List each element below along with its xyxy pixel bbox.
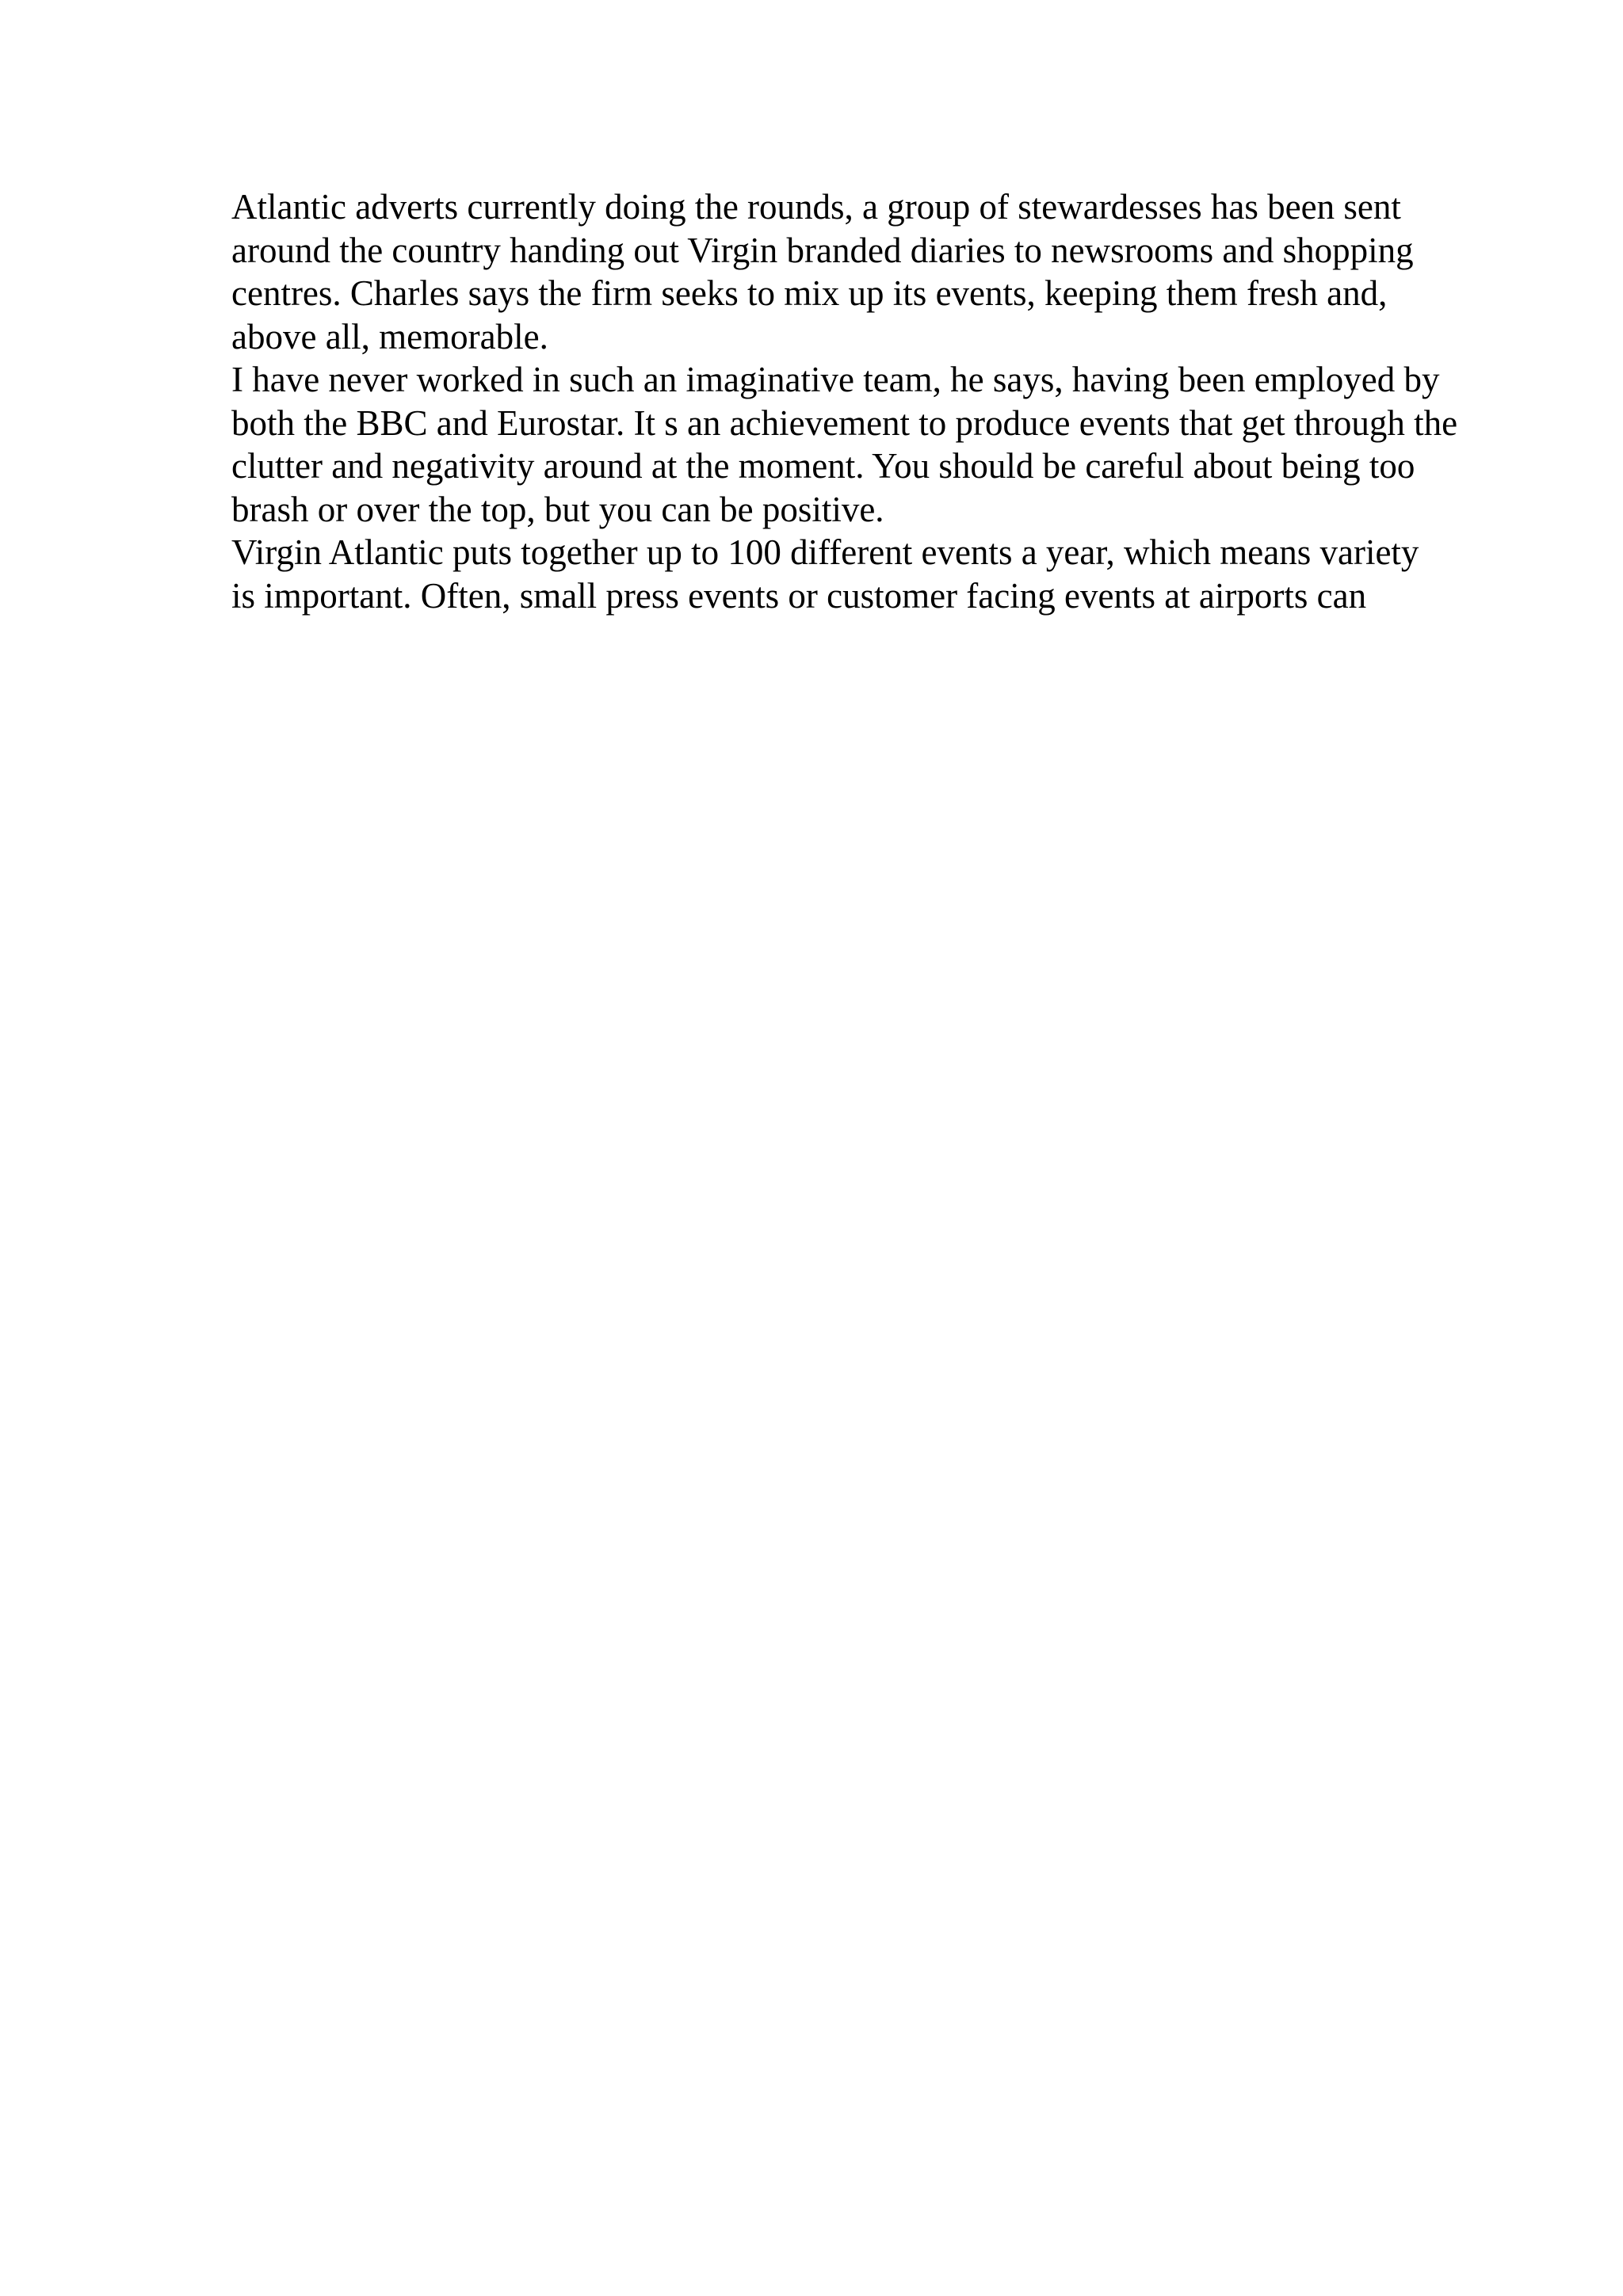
- text-line: both the BBC and Eurostar. It s an achievement to produce events that get through the: [231, 402, 1458, 443]
- text-line: Atlantic adverts currently doing the rounds, a group of stewardesses has been sent: [231, 187, 1401, 227]
- text-line: Virgin Atlantic puts together up to 100 different events a year, which means variety: [231, 532, 1419, 572]
- body-text: [231, 185, 1515, 617]
- text-line: around the country handing out Virgin branded diaries to newsrooms and shopping: [231, 230, 1414, 270]
- text-line: clutter and negativity around at the moment. You should be careful about being too: [231, 446, 1415, 486]
- text-line: is important. Often, small press events or customer facing events at airports can: [231, 575, 1367, 616]
- text-line: brash or over the top, but you can be positive.: [231, 489, 884, 529]
- text-line: I have never worked in such an imaginative team, he says, having been employed by: [231, 360, 1440, 399]
- text-line: centres. Charles says the firm seeks to mix up its events, keeping them fresh and,: [231, 273, 1388, 313]
- text-line: above all, memorable.: [231, 316, 548, 357]
